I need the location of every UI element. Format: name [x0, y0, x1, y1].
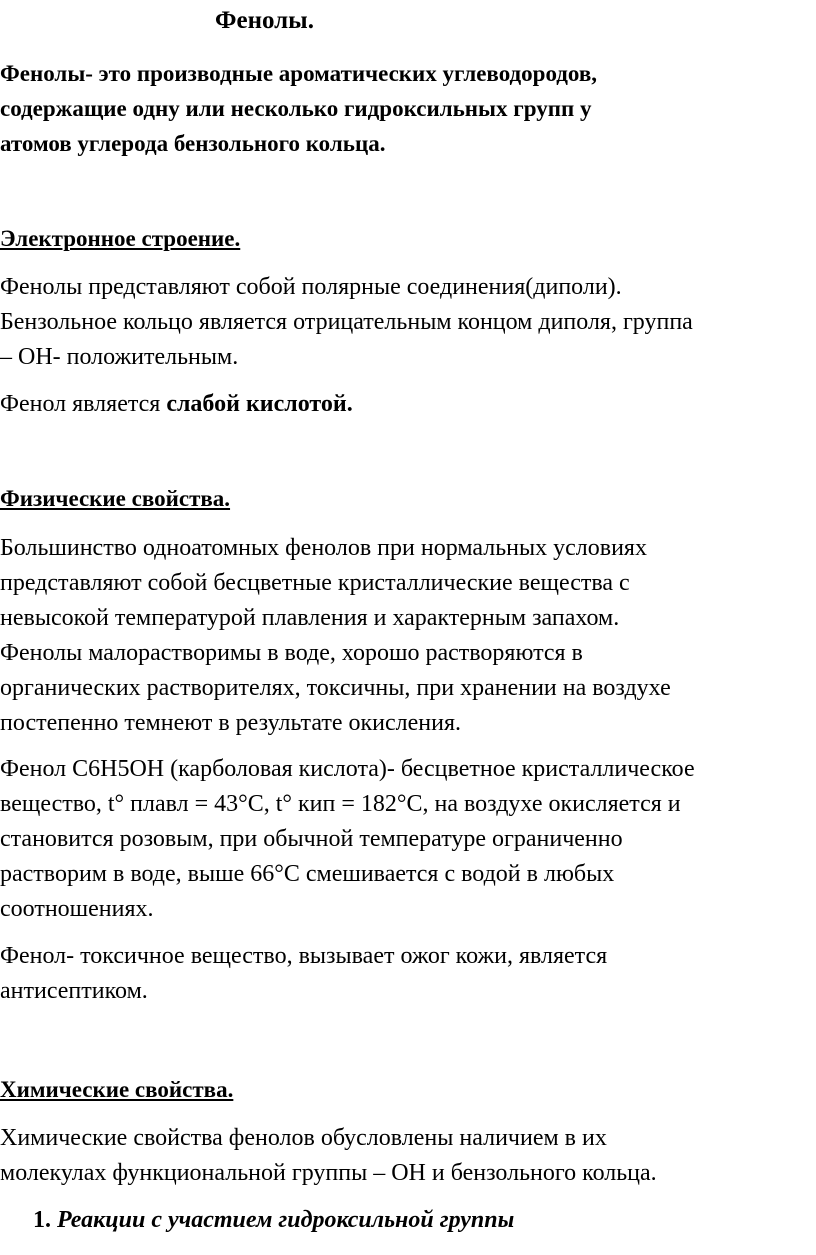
toxic-paragraph [0, 939, 816, 1009]
physical-line: постепенно темнеют в результате окисления. [0, 710, 462, 736]
phenol-line: соотношениях. [0, 896, 154, 922]
phenol-paragraph [0, 752, 816, 927]
toxic-line: Фенол- токсичное вещество, вызывает ожог кожи, является [0, 943, 608, 969]
acid-bold: слабой кислотой. [166, 391, 353, 417]
definition-line: атомов углерода бензольного кольца. [0, 131, 386, 156]
definition-line: Фенолы- это производные ароматических углеводородов, [0, 61, 598, 86]
phenol-line: вещество, t° плавл = 43°С, t° кип = 182°С, на воздухе окисляется и [0, 791, 681, 817]
page-title: Фенолы. [215, 7, 314, 34]
definition-paragraph [0, 56, 816, 161]
polar-paragraph [0, 270, 816, 375]
physical-line: невысокой температурой плавления и характерным запахом. [0, 605, 620, 631]
definition-line: содержащие одну или несколько гидроксильных групп у [0, 96, 592, 121]
heading-physical-properties: Физические свойства. [0, 486, 231, 511]
phenol-line: растворим в воде, выше 66°С смешивается с водой в любых [0, 861, 615, 887]
polar-line: – ОН- положительным. [0, 344, 239, 370]
acid-paragraph [0, 387, 816, 422]
chemical-line: Химические свойства фенолов обусловлены наличием в их [0, 1125, 607, 1151]
heading-chemical-properties: Химические свойства. [0, 1077, 234, 1102]
phenol-line: становится розовым, при обычной температуре ограниченно [0, 826, 623, 852]
polar-line: Бензольное кольцо является отрицательным концом диполя, группа [0, 309, 693, 335]
physical-line: Большинство одноатомных фенолов при нормальных условиях [0, 535, 647, 561]
toxic-line: антисептиком. [0, 978, 148, 1004]
physical-general-paragraph [0, 531, 816, 741]
chemical-line: молекулах функциональной группы – ОН и бензольного кольца. [0, 1160, 657, 1186]
polar-line: Фенолы представляют собой полярные соединения(диполи). [0, 274, 622, 300]
heading-electronic-structure: Электронное строение. [0, 226, 241, 251]
list-item-number: 1. [33, 1207, 51, 1233]
physical-line: органических растворителях, токсичны, при хранении на воздухе [0, 675, 671, 701]
list-item [33, 1203, 514, 1238]
list-item-text: Реакции с участием гидроксильной группы [57, 1207, 515, 1233]
phenol-line: Фенол С6Н5ОН (карболовая кислота)- бесцветное кристаллическое [0, 756, 695, 782]
chemical-intro-paragraph [0, 1121, 816, 1191]
physical-line: представляют собой бесцветные кристаллические вещества с [0, 570, 630, 596]
acid-prefix: Фенол является [0, 391, 167, 417]
physical-line: Фенолы малорастворимы в воде, хорошо растворяются в [0, 640, 583, 666]
